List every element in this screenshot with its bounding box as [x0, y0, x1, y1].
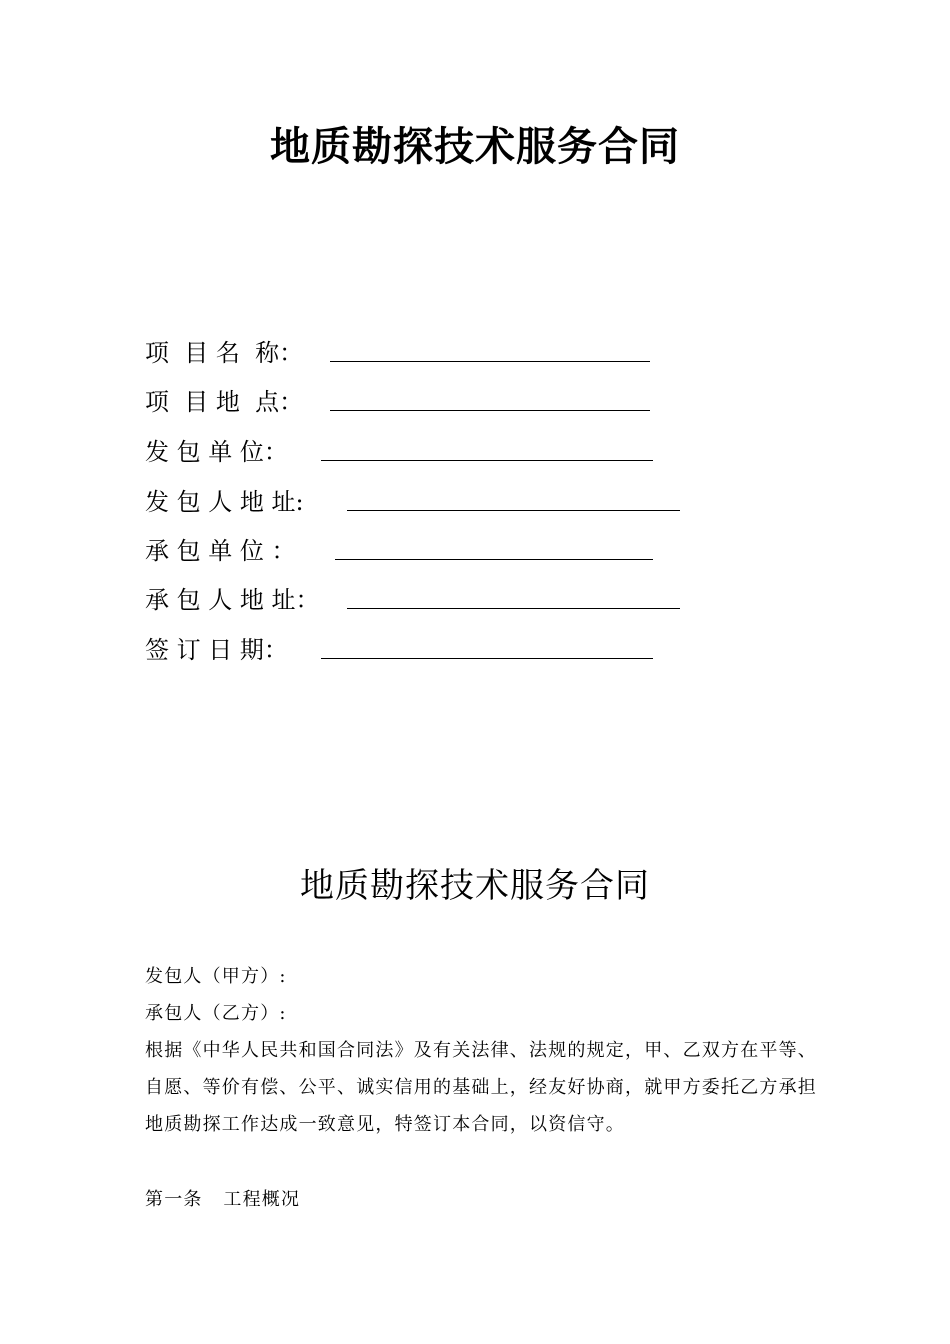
- field-label: 承 包 单 位 ：: [145, 537, 296, 565]
- blank-line: [321, 460, 653, 461]
- preamble-line-2: 自愿、等价有偿、公平、诚实信用的基础上，经友好协商，就甲方委托乙方承担: [145, 1077, 817, 1098]
- party-b-line: 承包人（乙方）:: [145, 1003, 287, 1024]
- field-label: 项 目 名 称：: [145, 339, 304, 367]
- field-label: 签 订 日 期：: [145, 636, 288, 664]
- contract-title: 地质勘探技术服务合同: [300, 866, 650, 906]
- blank-line: [347, 510, 680, 511]
- blank-line: [347, 608, 680, 609]
- field-label: 项 目 地 点：: [145, 388, 304, 416]
- preamble-line-1: 根据《中华人民共和国合同法》及有关法律、法规的规定，甲、乙双方在平等、: [145, 1040, 817, 1061]
- blank-line: [330, 410, 650, 411]
- field-label: 承 包 人 地 址：: [145, 586, 320, 614]
- party-a-line: 发包人（甲方）:: [145, 966, 287, 987]
- blank-line: [321, 658, 653, 659]
- blank-line: [335, 559, 653, 560]
- cover-title: 地质勘探技术服务合同: [270, 124, 680, 170]
- preamble-line-3: 地质勘探工作达成一致意见，特签订本合同，以资信守。: [145, 1114, 625, 1135]
- blank-line: [330, 361, 650, 362]
- field-label: 发 包 人 地 址:: [145, 488, 304, 516]
- article-1-heading: 第一条 工程概况: [145, 1189, 301, 1210]
- field-label: 发 包 单 位：: [145, 438, 288, 466]
